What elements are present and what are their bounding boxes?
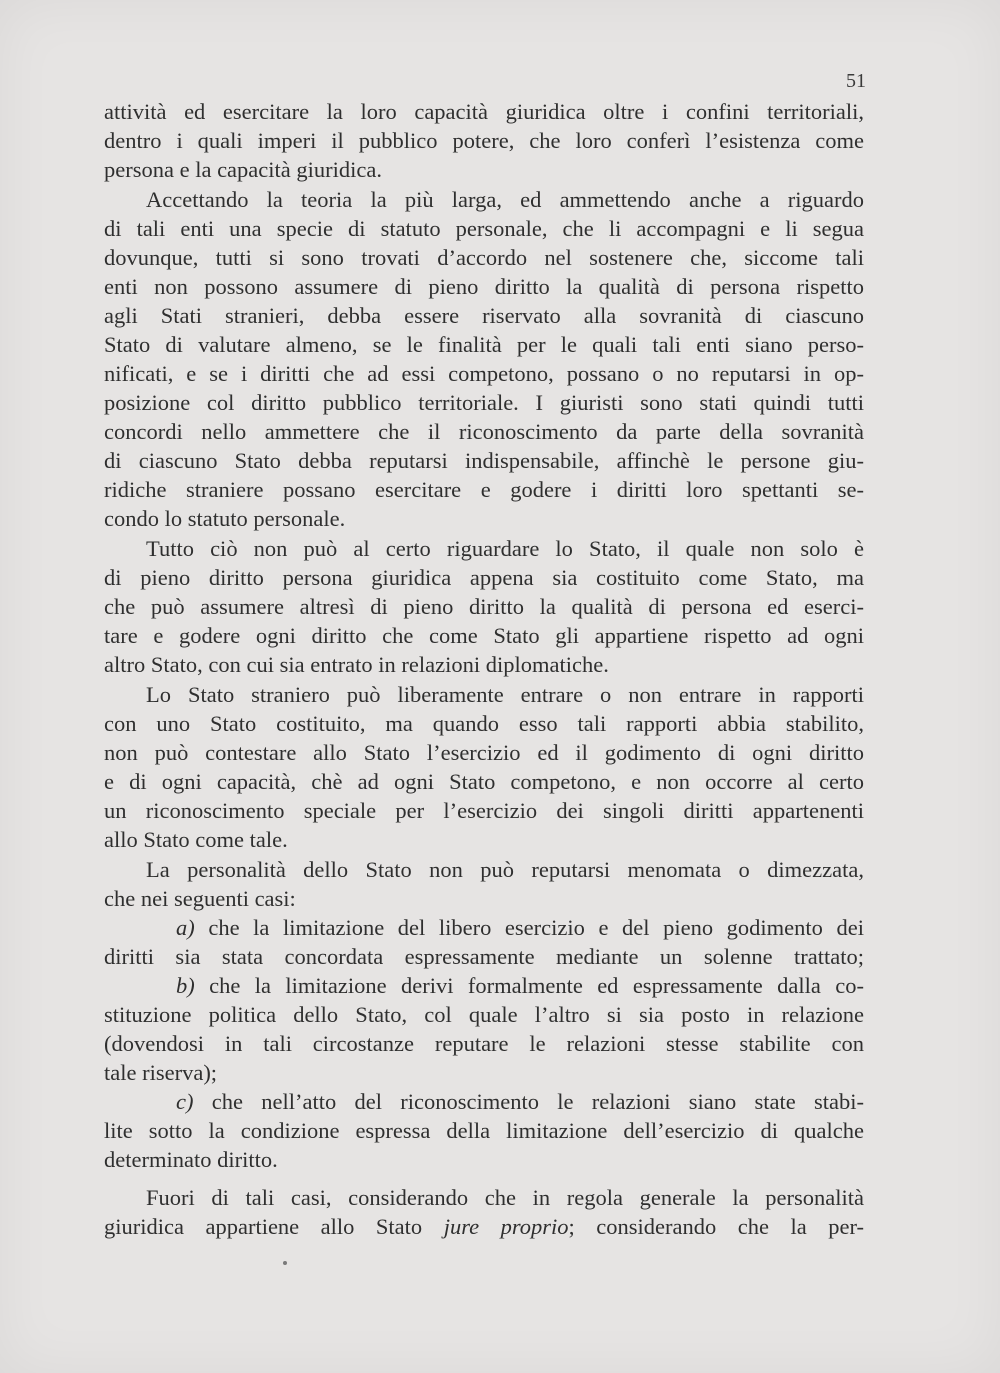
text-line: posizione col diritto pubblico territoriale. I giuristi sono stati quindi tutti [104, 390, 864, 415]
text-line: Lo Stato straniero può liberamente entrare o non entrare in rapporti [146, 682, 864, 707]
text-line: tare e godere ogni diritto che come Stato gli appartiene rispetto ad ogni [104, 623, 864, 648]
text-fragment: che la limitazione derivi formalmente ed espressamente dalla co- [209, 973, 864, 998]
text-line: lite sotto la condizione espressa della limitazione dell’esercizio di qualche [104, 1118, 864, 1143]
text-line: di tali enti una specie di statuto personale, che li accompagni e li segua [104, 216, 864, 241]
text-line: ridiche straniere possano esercitare e godere i diritti loro spettanti se- [104, 477, 864, 502]
text-fragment: ; considerando che la per- [568, 1214, 864, 1239]
text-line: concordi nello ammettere che il riconoscimento da parte della sovranità [104, 419, 864, 444]
text-line: Stato di valutare almeno, se le finalità per le quali tali enti siano perso- [104, 332, 864, 357]
text-line: attività ed esercitare la loro capacità giuridica oltre i confini territoriali, [104, 99, 864, 124]
text-line: e di ogni capacità, chè ad ogni Stato competono, e non occorre al certo [104, 769, 864, 794]
list-item-b [104, 971, 864, 1000]
text-line: dentro i quali imperi il pubblico potere, che loro conferì l’esistenza come [104, 128, 864, 153]
body-text [104, 97, 864, 1241]
ink-spot [283, 1261, 287, 1265]
text-line: persona e la capacità giuridica. [104, 157, 382, 182]
text-fragment: che la limitazione del libero esercizio e del pieno godimento dei [208, 915, 864, 940]
text-line: stituzione politica dello Stato, col quale l’altro si sia posto in relazione [104, 1002, 864, 1027]
text-line: che nei seguenti casi: [104, 886, 296, 911]
italic-phrase: jure proprio [443, 1214, 569, 1239]
text-line: che può assumere altresì di pieno diritto la qualità di persona ed eserci- [104, 594, 864, 619]
text-fragment: giuridica appartiene allo Stato [104, 1214, 423, 1239]
text-line: Tutto ciò non può al certo riguardare lo Stato, il quale non solo è [146, 536, 864, 561]
text-line: tale riserva); [104, 1060, 218, 1085]
text-line: con uno Stato costituito, ma quando esso tali rapporti abbia stabilito, [104, 711, 864, 736]
item-marker: b) [176, 973, 195, 998]
text-line: agli Stati stranieri, debba essere riservato alla sovranità di ciascuno [104, 303, 864, 328]
page-number: 51 [846, 70, 866, 92]
list-item-a [104, 913, 864, 942]
text-line: Fuori di tali casi, considerando che in regola generale la personalità [146, 1185, 864, 1210]
text-line: di pieno diritto persona giuridica appena sia costituito come Stato, ma [104, 565, 864, 590]
text-line: un riconoscimento speciale per l’esercizio dei singoli diritti appartenenti [104, 798, 864, 823]
text-line: Accettando la teoria la più larga, ed ammettendo anche a riguardo [146, 187, 864, 212]
text-fragment: che nell’atto del riconoscimento le relazioni siano state stabi- [211, 1089, 864, 1114]
text-line: La personalità dello Stato non può reputarsi menomata o dimezzata, [146, 857, 864, 882]
text-line: altro Stato, con cui sia entrato in relazioni diplomatiche. [104, 652, 609, 677]
list-item-c [104, 1087, 864, 1116]
text-line: condo lo statuto personale. [104, 506, 346, 531]
text-line: nificati, e se i diritti che ad essi competono, possano o no reputarsi in op- [104, 361, 864, 386]
text-line: dovunque, tutti si sono trovati d’accordo nel sostenere che, siccome tali [104, 245, 864, 270]
item-marker: c) [176, 1089, 194, 1114]
text-line: allo Stato come tale. [104, 827, 288, 852]
text-line: non può contestare allo Stato l’esercizio ed il godimento di ogni diritto [104, 740, 864, 765]
item-marker: a) [176, 915, 195, 940]
text-line: determinato diritto. [104, 1147, 278, 1172]
text-line: diritti sia stata concordata espressamente mediante un solenne trattato; [104, 944, 864, 969]
text-line: enti non possono assumere di pieno diritto la qualità di persona rispetto [104, 274, 864, 299]
text-line: di ciascuno Stato debba reputarsi indispensabile, affinchè le persone giu- [104, 448, 864, 473]
text-line-mixed [104, 1212, 864, 1241]
text-line: (dovendosi in tali circostanze reputare le relazioni stesse stabilite con [104, 1031, 864, 1056]
